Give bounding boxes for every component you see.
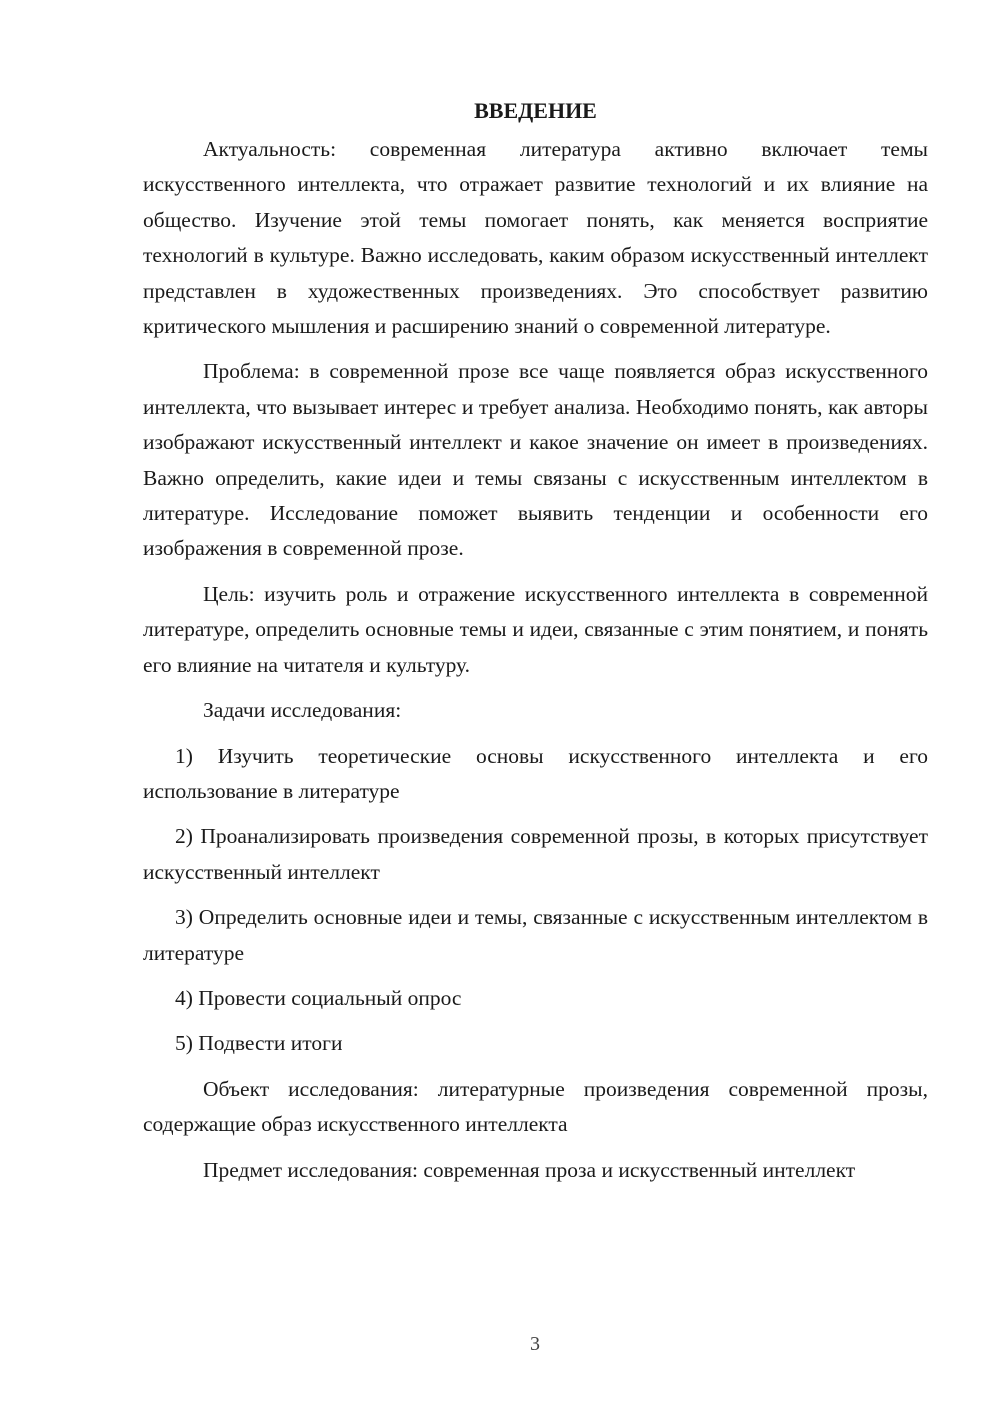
task-item: 5) Подвести итоги xyxy=(175,1031,343,1056)
task-item: 3) Определить основные идеи и темы, связанные с искусственным интеллектом в литературе xyxy=(143,905,928,965)
relevance-paragraph: Актуальность: современная литература активно включает темы искусственного интеллекта, что отражает развитие технологий и их влияние на общество. Изучение этой темы помогает понять, как меняется восприятие технологий в культуре. Важно исследовать, каким образом искусственный интеллект представлен в художественных произведениях. Это способствует развитию критического мышления и расширению знаний о современной литературе. xyxy=(143,137,928,339)
subject-paragraph: Предмет исследования: современная проза и искусственный интеллект xyxy=(203,1157,856,1182)
tasks-heading: Задачи исследования: xyxy=(203,698,402,723)
goal-paragraph: Цель: изучить роль и отражение искусственного интеллекта в современной литературе, определить основные темы и идеи, связанные с этим понятием, и понять его влияние на читателя и культуру. xyxy=(143,581,928,677)
task-item: 4) Провести социальный опрос xyxy=(175,985,462,1010)
page-number: 3 xyxy=(530,1333,540,1355)
document-page xyxy=(143,93,928,1198)
page-title: ВВЕДЕНИЕ xyxy=(474,98,597,123)
task-item: 2) Проанализировать произведения современной прозы, в которых присутствует искусственный интеллект xyxy=(143,824,928,884)
tasks-list xyxy=(143,739,928,1062)
object-paragraph: Объект исследования: литературные произведения современной прозы, содержащие образ искусственного интеллекта xyxy=(143,1076,928,1137)
task-item: 1) Изучить теоретические основы искусственного интеллекта и его использование в литературе xyxy=(143,743,928,803)
problem-paragraph: Проблема: в современной прозе все чаще появляется образ искусственного интеллекта, что вызывает интерес и требует анализа. Необходимо понять, как авторы изображают искусственный интеллект и какое значение он имеет в произведениях. Важно определить, какие идеи и темы связаны с искусственным интеллектом в литературе. Исследование поможет выявить тенденции и особенности его изображения в современной прозе. xyxy=(143,359,928,561)
